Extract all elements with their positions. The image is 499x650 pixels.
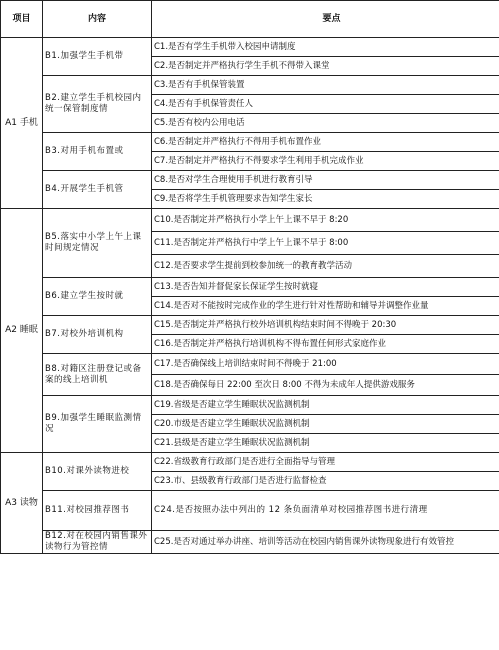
point-cell: C8.是否对学生合理使用手机进行教育引导 — [152, 171, 499, 190]
item-cell: A2 睡眠 — [1, 209, 43, 453]
table-row — [1, 209, 499, 232]
point-cell: C7.是否制定并严格执行不得要求学生利用手机完成作业 — [152, 152, 499, 171]
table-row — [1, 491, 499, 531]
table-row — [1, 278, 499, 297]
point-cell: C4.是否有手机保管责任人 — [152, 95, 499, 114]
point-cell: C6.是否制定并严格执行不得用手机布置作业 — [152, 133, 499, 152]
point-cell: C15.是否制定并严格执行校外培训机构结束时间不得晚于 20:30 — [152, 316, 499, 335]
header-row — [1, 1, 499, 38]
point-cell: C3.是否有手机保管装置 — [152, 76, 499, 95]
header-points: 要点 — [152, 1, 499, 38]
point-cell: C13.是否告知并督促家长保证学生按时就寝 — [152, 278, 499, 297]
content-cell: B1.加强学生手机带 — [43, 38, 152, 76]
content-cell: B10.对课外读物进校 — [43, 453, 152, 491]
content-cell: B4.开展学生手机管 — [43, 171, 152, 209]
table-row — [1, 171, 499, 190]
item-cell: A3 读物 — [1, 453, 43, 554]
content-cell: B9.加强学生睡眠监测情况 — [43, 396, 152, 453]
point-cell: C21.县级是否建立学生睡眠状况监测机制 — [152, 434, 499, 453]
point-cell: C11.是否制定并严格执行中学上午上课不早于 8:00 — [152, 232, 499, 255]
point-cell: C24.是否按照办法中列出的 12 条负面清单对校园推荐图书进行清理 — [152, 491, 499, 531]
point-cell: C14.是否对不能按时完成作业的学生进行针对性帮助和辅导并调整作业量 — [152, 297, 499, 316]
table-body — [1, 38, 499, 554]
content-cell: B5.落实中小学上午上课时间规定情况 — [43, 209, 152, 278]
table-row — [1, 133, 499, 152]
content-cell: B2.建立学生手机校园内统一保管制度情 — [43, 76, 152, 133]
content-cell: B3.对用手机布置或 — [43, 133, 152, 171]
point-cell: C12.是否要求学生提前到校参加统一的教育教学活动 — [152, 255, 499, 278]
point-cell: C5.是否有校内公用电话 — [152, 114, 499, 133]
point-cell: C9.是否将学生手机管理要求告知学生家长 — [152, 190, 499, 209]
content-cell: B11.对校园推荐图书 — [43, 491, 152, 531]
table-row — [1, 531, 499, 554]
point-cell: C17.是否确保线上培训结束时间不得晚于 21:00 — [152, 354, 499, 375]
item-cell: A1 手机 — [1, 38, 43, 209]
table-row — [1, 38, 499, 57]
content-cell: B12.对在校园内销售课外读物行为管控情 — [43, 531, 152, 554]
content-cell: B6.建立学生按时就 — [43, 278, 152, 316]
point-cell: C16.是否制定并严格执行培训机构不得布置任何形式家庭作业 — [152, 335, 499, 354]
point-cell: C2.是否制定并严格执行学生手机不得带入课堂 — [152, 57, 499, 76]
table-row — [1, 396, 499, 415]
point-cell: C22.省级教育行政部门是否进行全面指导与管理 — [152, 453, 499, 472]
point-cell: C20.市级是否建立学生睡眠状况监测机制 — [152, 415, 499, 434]
content-cell: B7.对校外培训机构 — [43, 316, 152, 354]
table-row — [1, 76, 499, 95]
point-cell: C18.是否确保每日 22:00 至次日 8:00 不得为未成年人提供游戏服务 — [152, 375, 499, 396]
point-cell: C25.是否对通过举办讲座、培训等活动在校园内销售课外读物现象进行有效管控 — [152, 531, 499, 554]
table-row — [1, 316, 499, 335]
point-cell: C10.是否制定并严格执行小学上午上课不早于 8:20 — [152, 209, 499, 232]
header-content: 内容 — [43, 1, 152, 38]
content-cell: B8.对籍区注册登记或备案的线上培训机 — [43, 354, 152, 396]
table-row — [1, 354, 499, 375]
point-cell: C1.是否有学生手机带入校园申请制度 — [152, 38, 499, 57]
point-cell: C23.市、县级教育行政部门是否进行监督检查 — [152, 472, 499, 491]
table-row — [1, 453, 499, 472]
header-item: 项目 — [1, 1, 43, 38]
point-cell: C19.省级是否建立学生睡眠状况监测机制 — [152, 396, 499, 415]
